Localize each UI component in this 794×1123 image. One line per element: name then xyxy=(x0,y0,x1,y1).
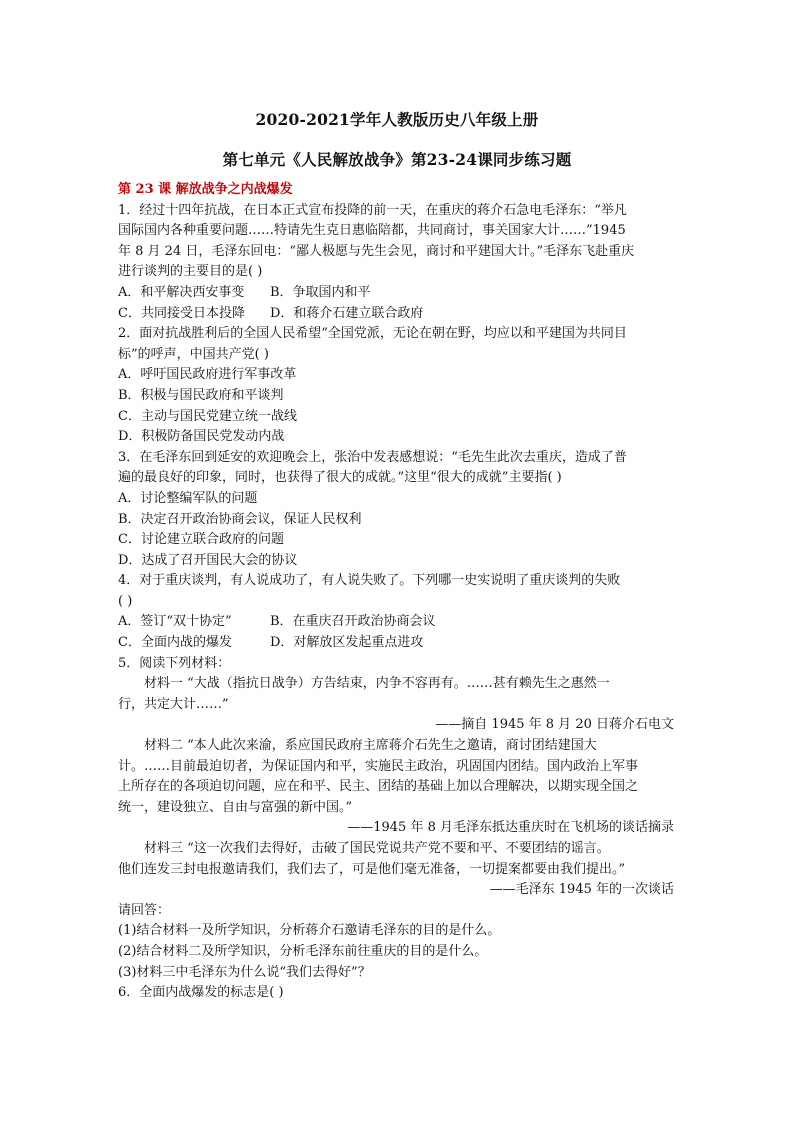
q5-material-3-line: 材料三 “这一次我们去得好，击破了国民党说共产党不要和平、不要团结的谣言。 xyxy=(144,841,610,856)
q2-stem-line: 2．面对抗战胜利后的全国人民希望“全国党派，无论在朝在野，均应以和平建国为共同目 xyxy=(118,326,627,342)
unit-title: 第七单元《人民解放战争》第23-24课同步练习题 xyxy=(222,150,572,169)
q1-options-row xyxy=(118,304,678,325)
q4-stem-line: ( ) xyxy=(118,593,133,609)
q5-material-2-line: 材料二 “本人此次来渝，系应国民政府主席蒋介石先生之邀请，商讨团结建国大 xyxy=(144,738,597,754)
q4-options-row xyxy=(118,633,678,654)
q4-option-c: C．全面内战的爆发 xyxy=(118,635,232,651)
q5-material-3-line: 他们连发三封电报邀请我们，我们去了，可是他们毫无准备，一切提案都要由我们提出。” xyxy=(118,861,626,877)
q5-material-1-source: ——摘自 1945 年 8 月 20 日蒋介石电文 xyxy=(435,717,674,733)
q3-option-b: B．决定召开政治协商会议，保证人民权利 xyxy=(118,511,362,527)
q1-stem-line: 国际国内各种重要问题……特请先生克日惠临陪都，共同商讨，事关国家大计……”1945 xyxy=(118,223,626,239)
q5-ask: 请回答： xyxy=(118,902,171,918)
q5-intro: 5．阅读下列材料： xyxy=(118,655,231,671)
q4-stem-line: 4．对于重庆谈判，有人说成功了，有人说失败了。下列哪一史实说明了重庆谈判的失败 xyxy=(118,573,621,589)
q1-stem-line: 进行谈判的主要目的是( ) xyxy=(118,264,263,280)
q3-option-c: C．讨论建立联合政府的问题 xyxy=(118,532,284,548)
q1-stem-line: 1．经过十四年抗战，在日本正式宣布投降的前一天，在重庆的蒋介石急电毛泽东：“举凡 xyxy=(118,202,627,218)
q4-option-d: D．对解放区发起重点进攻 xyxy=(270,635,424,651)
q3-stem-line: 3．在毛泽东回到延安的欢迎晚会上，张治中发表感想说：“毛先生此次去重庆，造成了普 xyxy=(118,449,627,465)
q3-option-d: D．达成了召开国民大会的协议 xyxy=(118,552,298,568)
q3-stem-line: 遍的最良好的印象，同时，也获得了很大的成就。”这里“很大的成就”主要指( ) xyxy=(118,470,562,486)
q2-stem-line: 标”的呼声，中国共产党( ) xyxy=(118,346,269,362)
q4-option-b: B．在重庆召开政治协商会议 xyxy=(270,614,436,630)
q1-option-a: A．和平解决西安事变 xyxy=(118,284,245,300)
lesson-heading: 第 23 课 解放战争之内战爆发 xyxy=(118,182,293,197)
q4-options-row xyxy=(118,612,678,633)
q1-option-d: D．和蒋介石建立联合政府 xyxy=(270,305,424,321)
q1-option-c: C．共同接受日本投降 xyxy=(118,305,245,321)
q2-option-d: D．积极防备国民党发动内战 xyxy=(118,429,285,445)
q5-material-3-source: ——毛泽东 1945 年的一次谈话 xyxy=(489,882,674,898)
document-title: 2020-2021学年人教版历史八年级上册 xyxy=(255,110,539,129)
q5-material-1-line: 材料一 “大战（指抗日战争）方告结束，内争不容再有。……甚有赖先生之惠然一 xyxy=(144,676,610,692)
q1-option-b: B．争取国内和平 xyxy=(270,284,371,300)
q4-option-a: A．签订“双十协定” xyxy=(118,614,232,630)
q5-sub-question-3: (3)材料三中毛泽东为什么说“我们去得好”？ xyxy=(118,964,371,980)
q2-option-b: B．积极与国民政府和平谈判 xyxy=(118,387,284,403)
q1-options-row xyxy=(118,283,678,304)
q6-stem-line: 6．全面内战爆发的标志是( ) xyxy=(118,985,284,1001)
q5-sub-question-1: (1)结合材料一及所学知识，分析蒋介石邀请毛泽东的目的是什么。 xyxy=(118,923,501,939)
q2-option-a: A．呼吁国民政府进行军事改革 xyxy=(118,367,297,383)
q1-stem-line: 年 8 月 24 日，毛泽东回电：“鄙人极愿与先生会见，商讨和平建国大计。”毛泽东飞赴重庆 xyxy=(118,243,635,259)
document-body xyxy=(118,180,678,1004)
q2-option-c: C．主动与国民党建立统一战线 xyxy=(118,408,297,424)
q5-sub-question-2: (2)结合材料二及所学知识，分析毛泽东前往重庆的目的是什么。 xyxy=(118,943,488,959)
q5-material-2-line: 上所存在的各项迫切问题，应在和平、民主、团结的基础上加以合理解决，以期实现全国之 xyxy=(118,779,639,795)
q5-material-2-source: ——1945 年 8 月毛泽东抵达重庆时在飞机场的谈话摘录 xyxy=(347,820,674,836)
q3-option-a: A．讨论整编军队的问题 xyxy=(118,490,258,506)
q5-material-2-line: 计。……目前最迫切者，为保证国内和平，实施民主政治，巩固国内团结。国内政治上军事 xyxy=(118,758,639,774)
q5-material-1-line: 行，共定大计……” xyxy=(118,696,229,712)
q5-material-2-line: 统一，建设独立、自由与富强的新中国。” xyxy=(118,799,353,815)
